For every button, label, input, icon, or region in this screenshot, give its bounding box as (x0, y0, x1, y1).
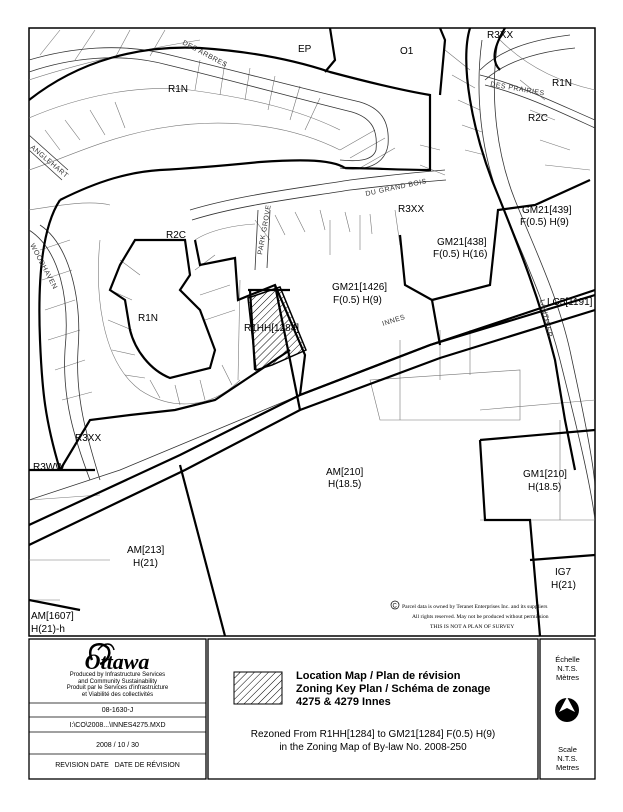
zone-am1607-a: AM[1607] (31, 611, 74, 622)
metres-label-en: Metres (556, 763, 579, 772)
produced-en-2: and Community Sustainability (77, 678, 158, 685)
zone-r2c-right: R2C (528, 113, 549, 124)
zone-lc5: LC5[1191] (547, 297, 593, 308)
street-lanthier: LANTHIER (538, 298, 553, 339)
zone-gm21-439-a: GM21[439] (522, 205, 572, 216)
zone-gm21-438-b: F(0.5) H(16) (433, 249, 488, 260)
street-anglehart: ANGLEHART (28, 144, 70, 180)
zone-am1607-b: H(21)-h (31, 624, 65, 635)
zone-ig7-a: IG7 (555, 567, 572, 578)
description-line-2: in the Zoning Map of By-law No. 2008-250 (279, 742, 467, 753)
ottawa-logo-text: Ottawa (84, 649, 150, 674)
zone-gm1-a: GM1[210] (523, 469, 567, 480)
nts-label-fr: N.T.S. (557, 664, 578, 673)
nts-label-en: N.T.S. (557, 754, 578, 763)
zone-r1hh: R1HH[1284] (244, 323, 300, 334)
file-path: I:\CO\2008...\INNES4275.MXD (69, 722, 166, 729)
street-des-arbres: DES ARBRES (181, 39, 229, 70)
revision-label: REVISION DATE DATE DE RÉVISION (55, 762, 180, 769)
north-label: N (563, 709, 571, 719)
description-line-1: Rezoned From R1HH[1284] to GM21[1284] F(0.5) H(9) (250, 729, 496, 740)
street-park-grove: PARK GROVE (257, 204, 273, 256)
zone-am213-b: H(21) (133, 558, 159, 569)
zone-r3xx-mid: R3XX (398, 204, 425, 215)
street-innes: INNES (381, 313, 407, 328)
produced-en-1: Produced by Infrastructure Services (69, 672, 166, 678)
zone-gm21-1426-b: F(0.5) H(9) (333, 295, 382, 306)
scale-label: Scale (558, 745, 577, 754)
copyright-line1: Parcel data is owned by Teranet Enterprises Inc. and its suppliers (402, 604, 548, 610)
zone-gm1-b: H(18.5) (528, 482, 562, 493)
zone-gm21-438-a: GM21[438] (437, 237, 487, 248)
zone-r3xx-top: R3XX (487, 30, 514, 41)
copyright-symbol: C (392, 603, 397, 610)
title-line-3: 4275 & 4279 Innes (296, 696, 391, 708)
produced-fr-1: Produit par le Services d'infrastructure (66, 685, 169, 691)
zone-r1n-top-right: R1N (552, 78, 573, 89)
zone-r3ww: R3WW (33, 462, 65, 473)
zone-ep: EP (298, 44, 312, 55)
zone-gm21-439-b: F(0.5) H(9) (520, 217, 569, 228)
map-frame (29, 28, 595, 636)
zone-gm21-1426-a: GM21[1426] (332, 282, 388, 293)
file-number: 08-1630-J (101, 707, 134, 714)
produced-fr-2: et Viabilité des collectivités (81, 691, 154, 698)
title-line-2: Zoning Key Plan / Schéma de zonage (296, 683, 491, 695)
title-line-1: Location Map / Plan de révision (296, 670, 461, 682)
legend-hatch-swatch (234, 672, 282, 704)
zone-r1n-left: R1N (138, 313, 159, 324)
metres-label-fr: Mètres (556, 673, 579, 682)
zone-r2c-left: R2C (166, 230, 187, 241)
zone-am210-a: AM[210] (326, 467, 364, 478)
zone-am213-a: AM[213] (127, 545, 165, 556)
revision-date: 2008 / 10 / 30 (96, 742, 139, 749)
street-du-grand-bois: DU GRAND BOIS (364, 178, 428, 198)
zone-am210-b: H(18.5) (328, 479, 362, 490)
zone-ig7-b: H(21) (551, 580, 577, 591)
street-des-prairies: DES PRAIRIES (489, 81, 546, 98)
street-woodhaven: WOODHAVEN (28, 242, 59, 291)
copyright-line2: All rights reserved. May not be produced without permission (412, 614, 549, 620)
zone-r1n-top-left: R1N (168, 84, 189, 95)
echelle-label: Échelle (555, 655, 580, 664)
copyright-line3: THIS IS NOT A PLAN OF SURVEY (430, 624, 515, 630)
zone-r3xx-low: R3XX (75, 433, 102, 444)
zone-o1: O1 (400, 46, 414, 57)
